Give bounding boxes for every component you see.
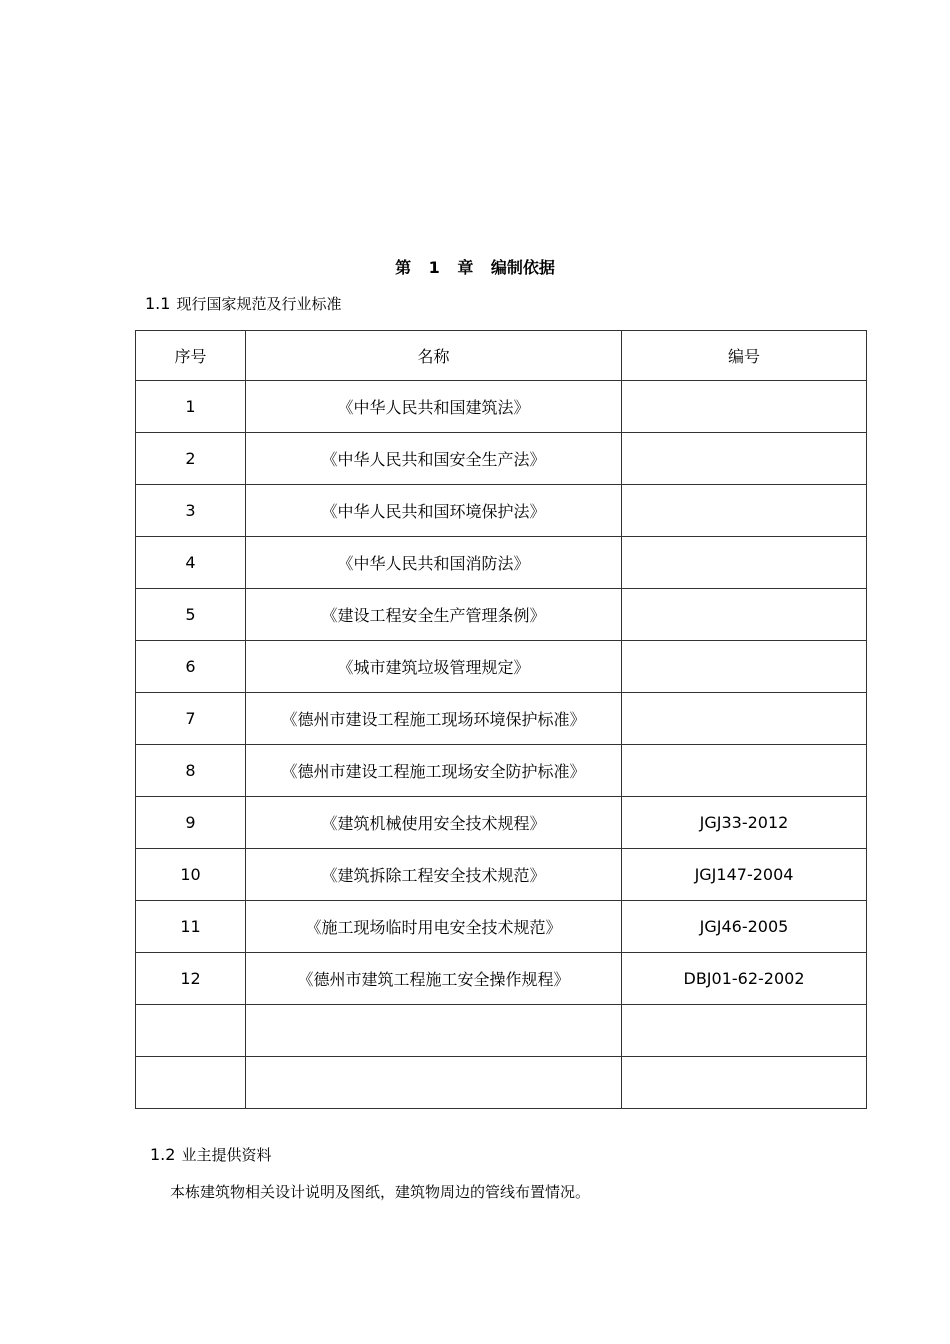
- table-row: [136, 745, 867, 797]
- cell-code: DBJ01-62-2002: [622, 953, 867, 1005]
- cell-name: 《建筑机械使用安全技术规程》: [246, 797, 622, 849]
- cell-code: JGJ33-2012: [622, 797, 867, 849]
- table-header-row: [136, 331, 867, 381]
- cell-code: [622, 693, 867, 745]
- cell-code: [622, 433, 867, 485]
- table-row: [136, 537, 867, 589]
- cell-code: [622, 485, 867, 537]
- table-row: [136, 485, 867, 537]
- cell-index: [136, 1057, 246, 1109]
- cell-name: 《中华人民共和国建筑法》: [246, 381, 622, 433]
- cell-name: [246, 1005, 622, 1057]
- cell-index: 8: [136, 745, 246, 797]
- cell-name: 《中华人民共和国安全生产法》: [246, 433, 622, 485]
- table-row-empty: [136, 1005, 867, 1057]
- table-row: [136, 381, 867, 433]
- cell-name: 《建筑拆除工程安全技术规范》: [246, 849, 622, 901]
- cell-name: 《中华人民共和国消防法》: [246, 537, 622, 589]
- cell-code: [622, 537, 867, 589]
- cell-index: 3: [136, 485, 246, 537]
- header-code: 编号: [622, 331, 867, 381]
- table-row: [136, 849, 867, 901]
- cell-index: 2: [136, 433, 246, 485]
- cell-index: 5: [136, 589, 246, 641]
- cell-index: 9: [136, 797, 246, 849]
- cell-index: 1: [136, 381, 246, 433]
- cell-name: 《德州市建筑工程施工安全操作规程》: [246, 953, 622, 1005]
- table-row: [136, 641, 867, 693]
- table-row-empty: [136, 1057, 867, 1109]
- cell-code: [622, 1005, 867, 1057]
- cell-index: 12: [136, 953, 246, 1005]
- cell-index: 4: [136, 537, 246, 589]
- cell-code: JGJ147-2004: [622, 849, 867, 901]
- section-title: 业主提供资料: [181, 1146, 272, 1164]
- chapter-title: 第 1 章 编制依据: [395, 258, 555, 277]
- section-number: 1.2: [150, 1145, 176, 1164]
- header-index: 序号: [136, 331, 246, 381]
- header-name: 名称: [246, 331, 622, 381]
- cell-name: 《施工现场临时用电安全技术规范》: [246, 901, 622, 953]
- cell-index: [136, 1005, 246, 1057]
- cell-name: 《中华人民共和国环境保护法》: [246, 485, 622, 537]
- section-number: 1.1: [145, 294, 171, 313]
- cell-name: [246, 1057, 622, 1109]
- table-row: [136, 901, 867, 953]
- cell-code: [622, 589, 867, 641]
- body-paragraph: 本栋建筑物相关设计说明及图纸，建筑物周边的管线布置情况。: [170, 1183, 591, 1201]
- cell-name: 《德州市建设工程施工现场安全防护标准》: [246, 745, 622, 797]
- table-row: [136, 797, 867, 849]
- cell-index: 10: [136, 849, 246, 901]
- section-heading-1-1: [145, 292, 341, 316]
- cell-name: 《德州市建设工程施工现场环境保护标准》: [246, 693, 622, 745]
- cell-code: [622, 1057, 867, 1109]
- cell-code: [622, 641, 867, 693]
- cell-code: [622, 381, 867, 433]
- standards-table: [135, 330, 867, 1109]
- cell-index: 7: [136, 693, 246, 745]
- section-title: 现行国家规范及行业标准: [176, 295, 342, 313]
- table-row: [136, 953, 867, 1005]
- section-heading-1-2: [150, 1143, 271, 1167]
- cell-index: 6: [136, 641, 246, 693]
- cell-code: JGJ46-2005: [622, 901, 867, 953]
- cell-name: 《城市建筑垃圾管理规定》: [246, 641, 622, 693]
- table-row: [136, 433, 867, 485]
- cell-name: 《建设工程安全生产管理条例》: [246, 589, 622, 641]
- table-row: [136, 693, 867, 745]
- cell-index: 11: [136, 901, 246, 953]
- table-row: [136, 589, 867, 641]
- cell-code: [622, 745, 867, 797]
